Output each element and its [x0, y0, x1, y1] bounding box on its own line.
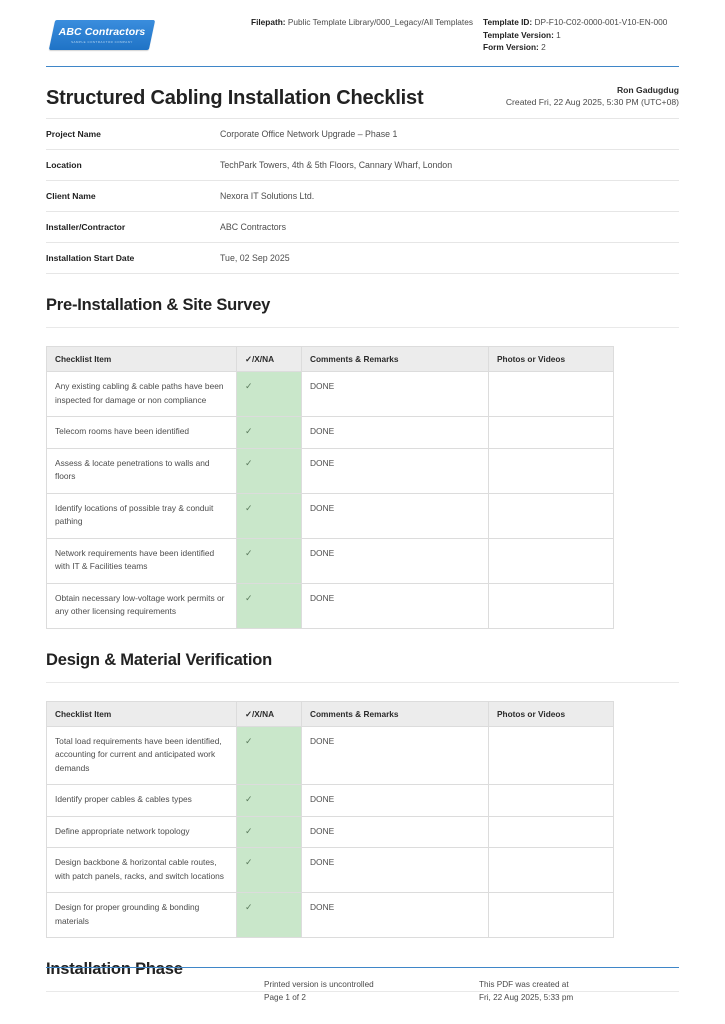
template-id-label: Template ID: — [483, 17, 533, 27]
table-row — [47, 417, 614, 449]
footer-pdf-created-value: Fri, 22 Aug 2025, 5:33 pm — [479, 993, 574, 1002]
cell-photos[interactable] — [489, 493, 614, 538]
cell-status-check[interactable]: ✓ — [237, 372, 302, 417]
cell-status-check[interactable]: ✓ — [237, 816, 302, 848]
title-row — [46, 67, 679, 114]
filepath-value: Public Template Library/000_Legacy/All Templates — [287, 17, 473, 27]
filepath-label: Filepath: — [251, 17, 286, 27]
info-row — [46, 150, 679, 181]
info-row — [46, 181, 679, 212]
table-header-row — [47, 347, 614, 372]
checklist-table-design-material — [46, 701, 614, 939]
creator-name: Ron Gadugdug — [616, 85, 679, 95]
section-title-pre-installation: Pre-Installation & Site Survey — [46, 296, 271, 314]
cell-checklist-item: Assess & locate penetrations to walls and floors — [47, 448, 237, 493]
table-row — [47, 448, 614, 493]
cell-photos[interactable] — [489, 816, 614, 848]
page-title: Structured Cabling Installation Checklist — [46, 87, 424, 109]
cell-status-check[interactable]: ✓ — [237, 493, 302, 538]
cell-comments[interactable]: DONE — [302, 848, 489, 893]
column-header-checklist-item: Checklist Item — [47, 701, 237, 726]
cell-checklist-item: Obtain necessary low-voltage work permits or any other licensing requirements — [47, 583, 237, 628]
filepath-block — [251, 14, 483, 29]
cell-comments[interactable]: DONE — [302, 785, 489, 817]
table-row — [47, 493, 614, 538]
cell-checklist-item: Define appropriate network topology — [47, 816, 237, 848]
cell-comments[interactable]: DONE — [302, 816, 489, 848]
cell-comments[interactable]: DONE — [302, 538, 489, 583]
section-title-installation-phase: Installation Phase — [46, 960, 183, 978]
logo-badge-shape — [49, 20, 155, 50]
info-label: Client Name — [46, 191, 96, 201]
column-header-photos: Photos or Videos — [489, 701, 614, 726]
cell-status-check[interactable]: ✓ — [237, 448, 302, 493]
cell-status-check[interactable]: ✓ — [237, 848, 302, 893]
info-label: Location — [46, 160, 82, 170]
cell-status-check[interactable]: ✓ — [237, 893, 302, 938]
cell-status-check[interactable]: ✓ — [237, 583, 302, 628]
form-version-value: 2 — [541, 42, 546, 52]
cell-comments[interactable]: DONE — [302, 448, 489, 493]
cell-checklist-item: Total load requirements have been identified, accounting for current and anticipated work demands — [47, 726, 237, 785]
table-row — [47, 816, 614, 848]
table-row — [47, 372, 614, 417]
cell-comments[interactable]: DONE — [302, 372, 489, 417]
cell-comments[interactable]: DONE — [302, 893, 489, 938]
cell-checklist-item: Telecom rooms have been identified — [47, 417, 237, 449]
cell-comments[interactable]: DONE — [302, 726, 489, 785]
table-row — [47, 583, 614, 628]
info-row — [46, 243, 679, 274]
cell-checklist-item: Design backbone & horizontal cable routes, with patch panels, racks, and switch locations — [47, 848, 237, 893]
column-header-status: ✓/X/NA — [237, 701, 302, 726]
logo-company-name: ABC Contractors — [58, 25, 146, 38]
info-value: Tue, 02 Sep 2025 — [220, 253, 290, 263]
info-label: Project Name — [46, 129, 101, 139]
info-label: Installer/Contractor — [46, 222, 126, 232]
checklist-table-pre-installation — [46, 346, 614, 629]
column-header-status: ✓/X/NA — [237, 347, 302, 372]
creator-block — [506, 85, 679, 110]
info-value: TechPark Towers, 4th & 5th Floors, Cannary Wharf, London — [220, 160, 453, 170]
cell-photos[interactable] — [489, 785, 614, 817]
table-row — [47, 893, 614, 938]
document-header — [46, 0, 679, 62]
cell-checklist-item: Any existing cabling & cable paths have been inspected for damage or non compliance — [47, 372, 237, 417]
info-value: ABC Contractors — [220, 222, 286, 232]
creator-created-date: Created Fri, 22 Aug 2025, 5:30 PM (UTC+08) — [505, 97, 679, 107]
table-row — [47, 785, 614, 817]
info-value: Corporate Office Network Upgrade – Phase 1 — [220, 129, 398, 139]
column-header-comments: Comments & Remarks — [302, 701, 489, 726]
cell-photos[interactable] — [489, 893, 614, 938]
cell-checklist-item: Identify locations of possible tray & conduit pathing — [47, 493, 237, 538]
footer-divider — [46, 967, 679, 968]
cell-photos[interactable] — [489, 448, 614, 493]
cell-checklist-item: Identify proper cables & cables types — [47, 785, 237, 817]
cell-photos[interactable] — [489, 848, 614, 893]
footer-page-number: Page 1 of 2 — [264, 993, 306, 1002]
table-row — [47, 726, 614, 785]
table-row — [47, 538, 614, 583]
document-footer — [46, 967, 679, 1004]
info-row — [46, 212, 679, 243]
footer-right-block — [479, 978, 679, 1004]
cell-status-check[interactable]: ✓ — [237, 417, 302, 449]
column-header-photos: Photos or Videos — [489, 347, 614, 372]
form-version-label: Form Version: — [483, 42, 539, 52]
column-header-comments: Comments & Remarks — [302, 347, 489, 372]
cell-photos[interactable] — [489, 726, 614, 785]
section-divider — [46, 327, 679, 328]
cell-comments[interactable]: DONE — [302, 417, 489, 449]
cell-status-check[interactable]: ✓ — [237, 785, 302, 817]
cell-status-check[interactable]: ✓ — [237, 726, 302, 785]
footer-pdf-created-label: This PDF was created at — [479, 980, 569, 989]
template-version-label: Template Version: — [483, 29, 554, 40]
info-value: Nexora IT Solutions Ltd. — [220, 191, 315, 201]
cell-photos[interactable] — [489, 372, 614, 417]
template-meta-block — [483, 14, 679, 54]
template-version-value: 1 — [556, 29, 561, 40]
company-logo — [46, 14, 251, 50]
info-label: Installation Start Date — [46, 253, 135, 263]
cell-checklist-item: Network requirements have been identified with IT & Facilities teams — [47, 538, 237, 583]
cell-comments[interactable]: DONE — [302, 583, 489, 628]
cell-photos[interactable] — [489, 583, 614, 628]
column-header-checklist-item: Checklist Item — [47, 347, 237, 372]
logo-company-subtitle: SAMPLE CONTRACTOR COMPANY — [71, 39, 133, 44]
table-row — [47, 848, 614, 893]
cell-photos[interactable] — [489, 538, 614, 583]
template-id-value: DP-F10-C02-0000-001-V10-EN-000 — [534, 17, 668, 27]
project-info-table — [46, 118, 679, 274]
cell-checklist-item: Design for proper grounding & bonding materials — [47, 893, 237, 938]
section-title-design-material: Design & Material Verification — [46, 650, 272, 669]
footer-left-block — [264, 978, 479, 1004]
cell-status-check[interactable]: ✓ — [237, 538, 302, 583]
info-row — [46, 119, 679, 150]
table-header-row — [47, 701, 614, 726]
cell-comments[interactable]: DONE — [302, 493, 489, 538]
section-divider — [46, 682, 679, 683]
cell-photos[interactable] — [489, 417, 614, 449]
footer-uncontrolled-note: Printed version is uncontrolled — [264, 980, 374, 989]
